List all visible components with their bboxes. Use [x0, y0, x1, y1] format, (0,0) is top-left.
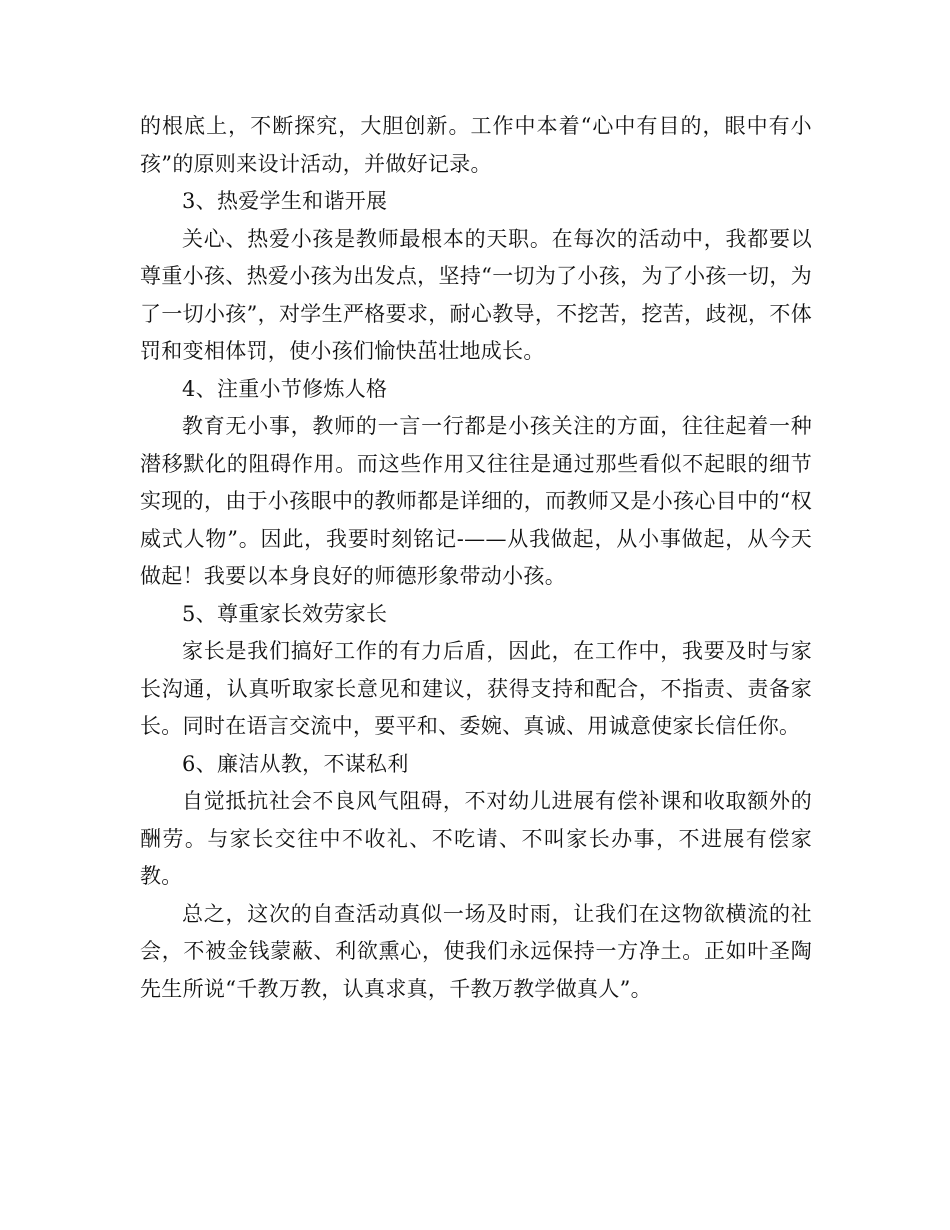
paragraph-section-6: 自觉抵抗社会不良风气阻碍，不对幼儿进展有偿补课和收取额外的酬劳。与家长交往中不收礼、不吃请、不叫家长办事，不进展有偿家教。 [140, 789, 812, 888]
paragraph-section-3: 关心、热爱小孩是教师最根本的天职。在每次的活动中，我都要以尊重小孩、热爱小孩为出发点，坚持“一切为了小孩，为了小孩一切，为了一切小孩”，对学生严格要求，耐心教导，不挖苦，挖苦，歧视，不体罚和变相体罚，使小孩们愉快茁壮地成长。 [140, 226, 812, 363]
document-page [140, 108, 812, 1008]
section-heading-5: 5、尊重家长效劳家长 [182, 601, 388, 626]
section-heading-6: 6、廉洁从教，不谋私利 [182, 751, 409, 776]
paragraph-conclusion: 总之，这次的自查活动真似一场及时雨，让我们在这物欲横流的社会，不被金钱蒙蔽、利欲熏心，使我们永远保持一方净土。正如叶圣陶先生所说“千教万教，认真求真，千教万教学做真人”。 [140, 901, 812, 1001]
section-heading-3: 3、热爱学生和谐开展 [182, 189, 388, 213]
paragraph-continuation: 的根底上，不断探究，大胆创新。工作中本着“心中有目的，眼中有小孩”的原则来设计活动，并做好记录。 [140, 114, 812, 176]
section-heading-4: 4、注重小节修炼人格 [182, 376, 388, 401]
paragraph-section-4: 教育无小事，教师的一言一行都是小孩关注的方面，往往起着一种潜移默化的阻碍作用。而这些作用又往往是通过那些看似不起眼的细节实现的，由于小孩眼中的教师都是详细的，而教师又是小孩心目中的“权威式人物”。因此，我要时刻铭记-——从我做起，从小事做起，从今天做起！我要以本身良好的师德形象带动小孩。 [140, 414, 812, 588]
paragraph-section-5: 家长是我们搞好工作的有力后盾，因此，在工作中，我要及时与家长沟通，认真听取家长意见和建议，获得支持和配合，不指责、责备家长。同时在语言交流中，要平和、委婉、真诚、用诚意使家长信任你。 [140, 639, 812, 738]
